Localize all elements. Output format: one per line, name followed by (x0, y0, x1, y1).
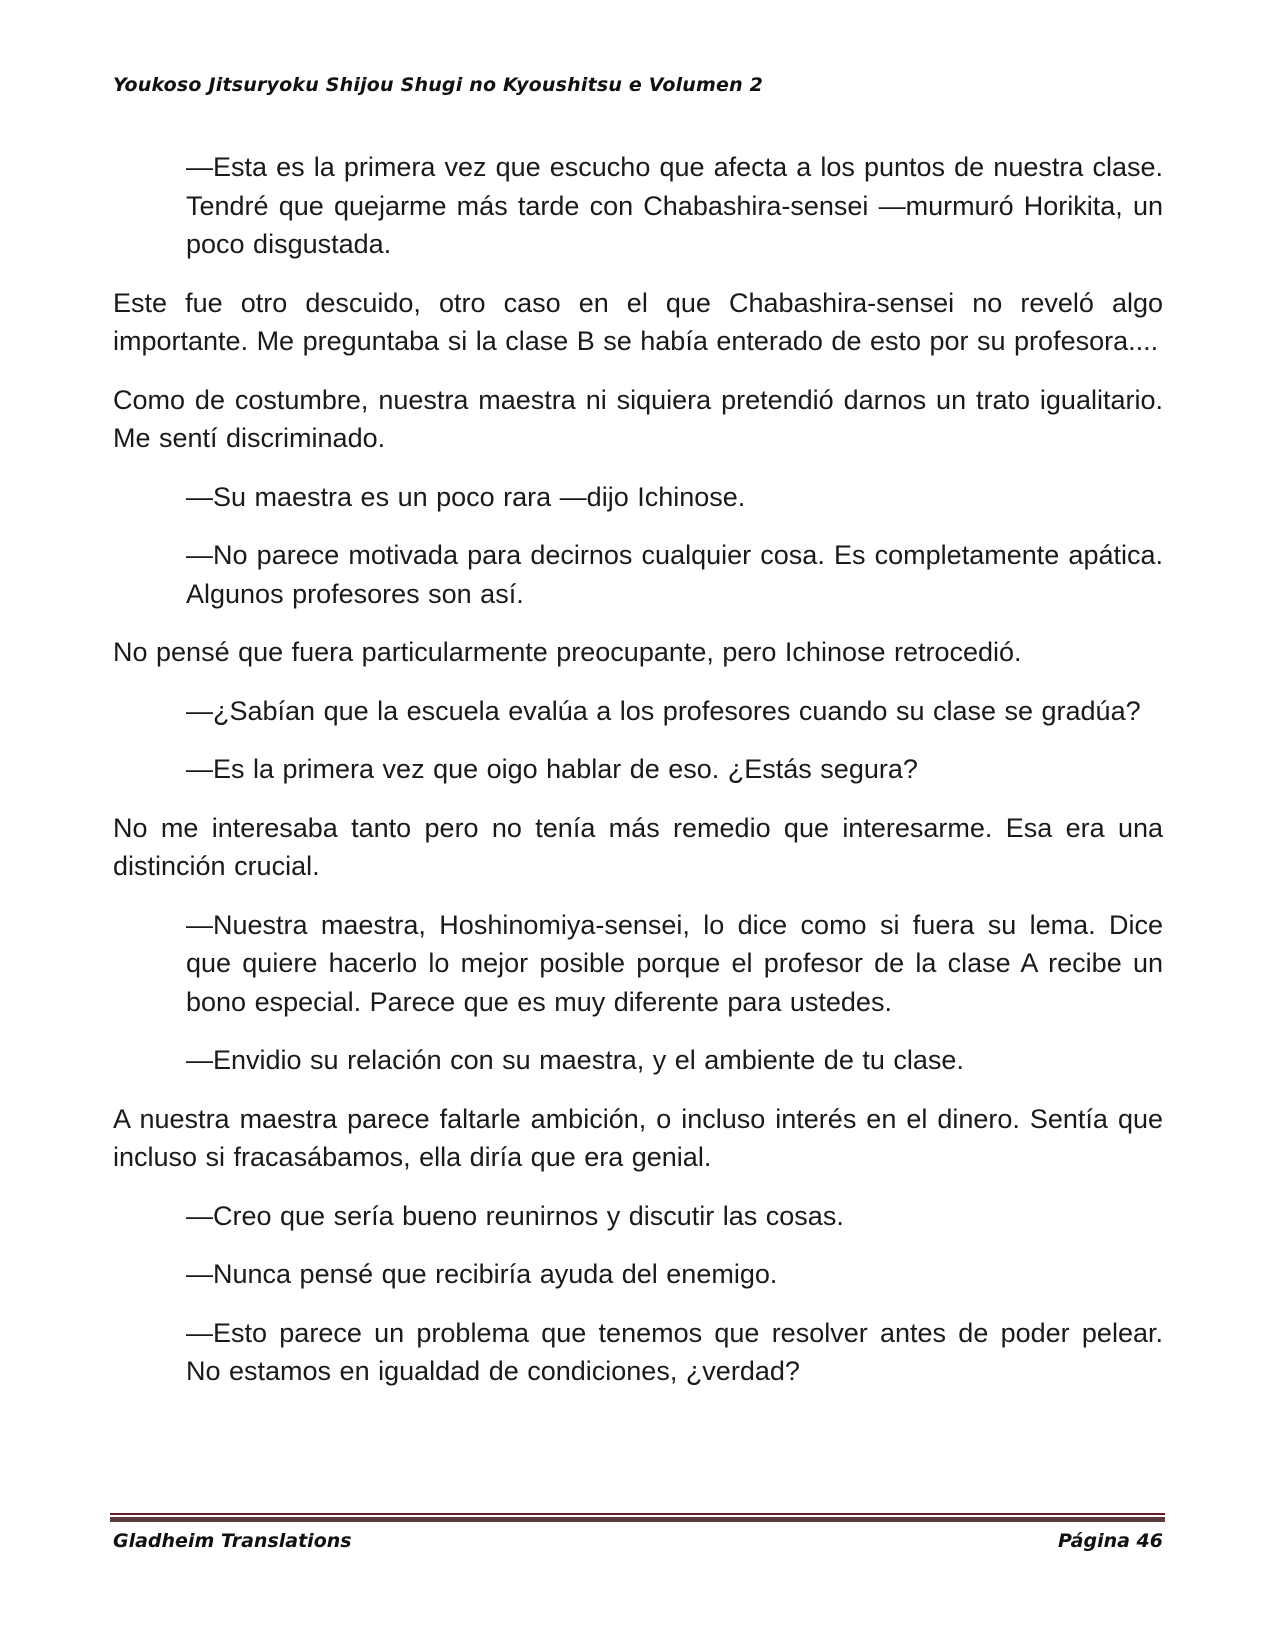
paragraph-dialog: —Su maestra es un poco rara —dijo Ichinose. (186, 481, 746, 512)
page-body (113, 148, 1163, 1411)
footer-page-number: Página 46 (1057, 1530, 1163, 1552)
paragraph-dialog: —Es la primera vez que oigo hablar de eso. ¿Estás segura? (186, 754, 918, 784)
paragraph-narration: No me interesaba tanto pero no tenía más remedio que interesarme. Esa era una distinción crucial. (113, 812, 1163, 881)
footer-divider-thick-line (110, 1517, 1165, 1522)
footer-translator-credit: Gladheim Translations (113, 1530, 352, 1552)
paragraph-dialog: —Creo que sería bueno reunirnos y discutir las cosas. (186, 1200, 844, 1231)
footer-divider (110, 1513, 1165, 1522)
paragraph-dialog: —Nuestra maestra, Hoshinomiya-sensei, lo dice como si fuera su lema. Dice que quiere hacerlo lo mejor posible porque el profesor de la clase A recibe un bono especial. Parece que es muy diferente para ustedes. (186, 909, 1163, 1017)
paragraph-dialog: —¿Sabían que la escuela evalúa a los profesores cuando su clase se gradúa? (186, 695, 1141, 726)
paragraph-dialog: —Esto parece un problema que tenemos que resolver antes de poder pelear. No estamos en igualdad de condiciones, ¿verdad? (186, 1317, 1163, 1386)
page-header-title: Youkoso Jitsuryoku Shijou Shugi no Kyoushitsu e Volumen 2 (113, 74, 764, 96)
paragraph-narration: Este fue otro descuido, otro caso en el que Chabashira-sensei no reveló algo importante. Me preguntaba si la clase B se había enterado de esto por su profesora.... (113, 287, 1163, 356)
paragraph-dialog: —Envidio su relación con su maestra, y el ambiente de tu clase. (186, 1045, 964, 1075)
paragraph-dialog: —Nunca pensé que recibiría ayuda del enemigo. (186, 1259, 778, 1289)
paragraph-dialog: —Esta es la primera vez que escucho que afecta a los puntos de nuestra clase. Tendré que quejarme más tarde con Chabashira-sensei —murmuró Horikita, un poco disgustada. (186, 152, 1163, 259)
paragraph-dialog: —No parece motivada para decirnos cualquier cosa. Es completamente apática. Algunos profesores son así. (186, 540, 1163, 609)
paragraph-narration: No pensé que fuera particularmente preocupante, pero Ichinose retrocedió. (113, 637, 1022, 667)
paragraph-narration: Como de costumbre, nuestra maestra ni siquiera pretendió darnos un trato igualitario. Me sentí discriminado. (113, 384, 1163, 453)
paragraph-narration: A nuestra maestra parece faltarle ambición, o incluso interés en el dinero. Sentía que incluso si fracasábamos, ella diría que era genial. (113, 1103, 1163, 1172)
